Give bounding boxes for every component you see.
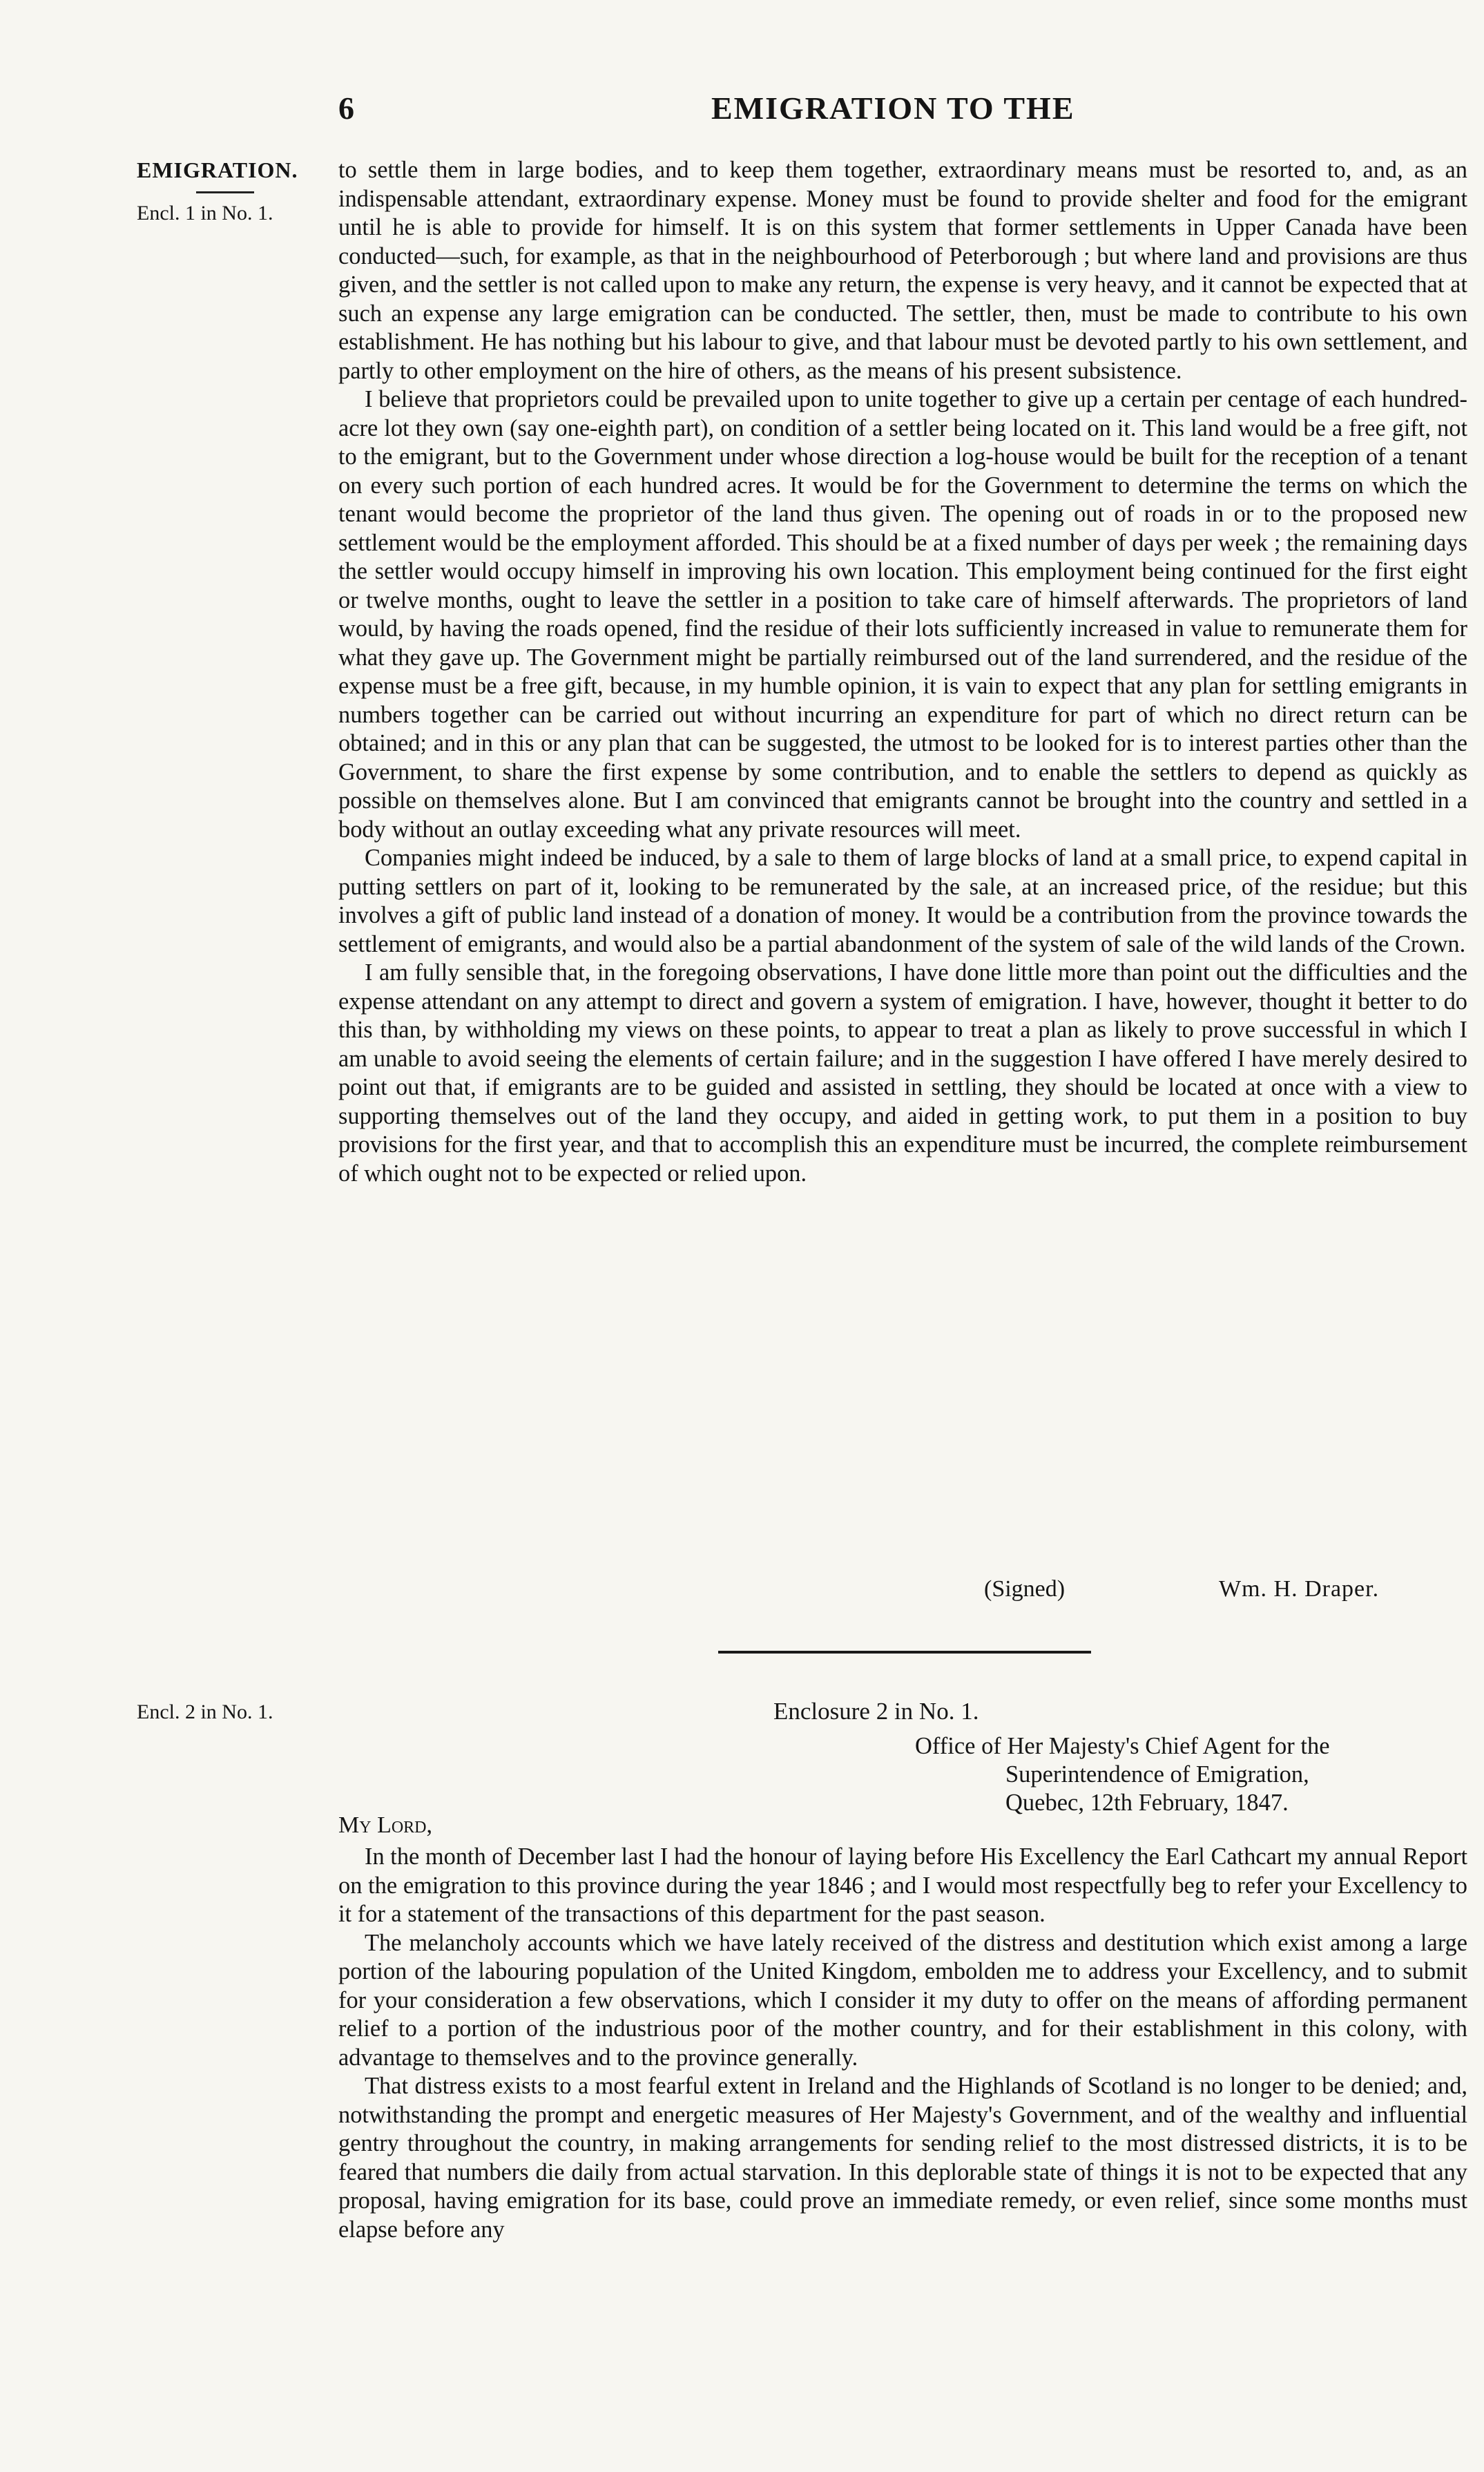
signed-label: (Signed): [984, 1576, 1066, 1602]
margin-enclosure-1-label: Encl. 1 in No. 1.: [137, 202, 273, 224]
place-date: Quebec, 12th February, 1847.: [1005, 1790, 1289, 1816]
margin-notes-encl-1: [137, 157, 330, 225]
margin-notes-encl-2: [137, 1700, 330, 1724]
margin-enclosure-2-label: Encl. 2 in No. 1.: [137, 1700, 273, 1723]
page-number: 6: [338, 90, 354, 126]
enclosure-2-heading: Enclosure 2 in No. 1.: [773, 1698, 979, 1725]
paragraph: I believe that proprietors could be prevailed upon to unite together to give up a certain per centage of each hundred-acre lot they own (say one-eighth part), on condition of a settler being located on it. This land would be a free gift, not to the emigrant, but to the Government under whose direction a log-house would be built for the reception of a tenant on every such portion of each hundred acres. It would be for the Government to determine the terms on which the tenant would become the proprietor of the land thus given. The opening out of roads in or to the proposed new settlement would be the employment afforded. This should be at a fixed number of days per week ; the remaining days the settler would occupy himself in improving his own location. This employment being continued for the first eight or twelve months, ought to leave the settler in a position to take care of himself afterwards. The proprietors of land would, by having the roads opened, find the residue of their lots sufficiently increased in value to remunerate them for what they gave up. The Government might be partially reimbursed out of the land surrendered, and the residue of the expense must be a free gift, because, in my humble opinion, it is vain to expect that any plan for settling emigrants in numbers together can be carried out without incurring an expenditure for part of which no direct return can be obtained; and in this or any plan that can be suggested, the utmost to be looked for is to interest parties other than the Government, to share the first expense by some contribution, and to enable the settlers to depend as quickly as possible on themselves alone. But I am convinced that emigrants cannot be brought into the country and settled in a body without an outlay exceeding what any private resources will meet.: [338, 386, 1467, 843]
section-divider: [718, 1651, 1091, 1654]
signatory-name: Wm. H. Draper.: [1219, 1576, 1380, 1602]
running-title: EMIGRATION TO THE: [711, 90, 1075, 126]
office-line-2: Superintendence of Emigration,: [1005, 1761, 1309, 1788]
enclosure-2-body: [338, 1843, 1467, 2244]
paragraph: to settle them in large bodies, and to keep them together, extraordinary means must be resorted to, and, as an indispensable attendant, extraordinary expense. Money must be found to provide shelter and food for the emigrant until he is able to provide for himself. It is on this system that former settlements in Upper Canada have been conducted—such, for example, as that in the neighbourhood of Peterborough ; but where land and provisions are thus given, and the settler is not called upon to make any return, the expense is very heavy, and it cannot be expected that at such an expense any large emigration can be conducted. The settler, then, must be made to contribute to his own establishment. He has nothing but his labour to give, and that labour must be devoted partly to his own settlement, and partly to other employment on the hire of others, as the means of his present subsistence.: [338, 157, 1467, 384]
margin-section-label: EMIGRATION.: [137, 157, 298, 182]
enclosure-1-body: [338, 156, 1467, 1188]
paragraph: That distress exists to a most fearful extent in Ireland and the Highlands of Scotland is no longer to be denied; and, notwithstanding the prompt and energetic measures of Her Majesty's Government, and of the wealthy and influential gentry throughout the country, in making arrangements for sending relief to the most distressed districts, it is to be feared that numbers die daily from actual starvation. In this deplorable state of things it is not to be expected that any proposal, having emigration for its base, could prove an immediate remedy, or even relief, since some months must elapse before any: [338, 2073, 1467, 2243]
page-header: [338, 90, 1484, 145]
paragraph: In the month of December last I had the honour of laying before His Excellency the Earl Cathcart my annual Report on the emigration to this province during the year 1846 ; and I would most respectfully beg to refer your Excellency to it for a statement of the transactions of this department for the past season.: [338, 1843, 1467, 1927]
paragraph: Companies might indeed be induced, by a sale to them of large blocks of land at a small price, to expend capital in putting settlers on part of it, looking to be remunerated by the sale, at an increased price, of the residue; but this involves a gift of public land instead of a donation of money. It would be a contribution from the province towards the settlement of emigrants, and would also be a partial abandonment of the system of sale of the wild lands of the Crown.: [338, 845, 1467, 957]
paragraph: I am fully sensible that, in the foregoing observations, I have done little more than point out the difficulties and the expense attendant on any attempt to direct and govern a system of emigration. I have, however, thought it better to do this than, by withholding my views on these points, to appear to treat a plan as likely to prove successful in which I am unable to avoid seeing the elements of certain failure; and in the suggestion I have offered I have merely desired to point out that, if emigrants are to be guided and assisted in settling, they should be located at once with a view to supporting themselves out of the land they occupy, and aided in getting work, to put them in a position to buy provisions for the first year, and that to accomplish this an expenditure must be incurred, the complete reimbursement of which ought not to be expected or relied upon.: [338, 959, 1467, 1187]
margin-rule: [196, 191, 254, 193]
salutation: My Lord,: [338, 1812, 433, 1838]
paragraph: The melancholy accounts which we have lately received of the distress and destitution which exist among a large portion of the labouring population of the United Kingdom, embolden me to address your Excellency, and to submit for your consideration a few observations, which I consider it my duty to offer on the means of affording permanent relief to a portion of the industrious poor of the mother country, and for their establishment in this colony, with advantage to themselves and to the province generally.: [338, 1929, 1467, 2071]
office-line-1: Office of Her Majesty's Chief Agent for the: [915, 1733, 1330, 1759]
